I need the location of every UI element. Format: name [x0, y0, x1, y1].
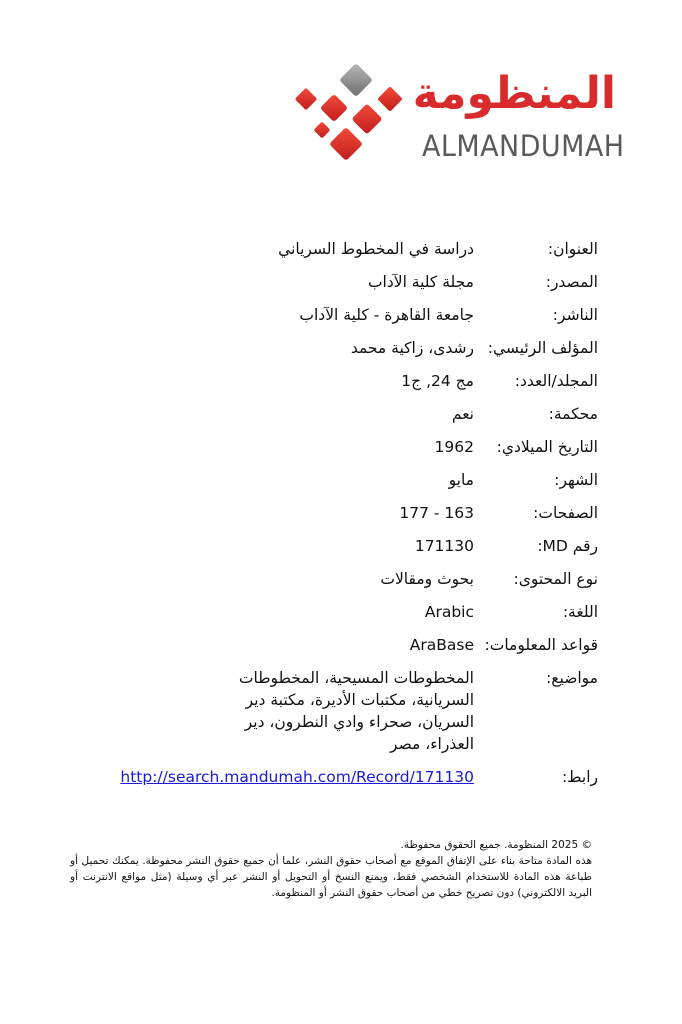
logo-latin-name: ALMANDUMAH — [422, 129, 625, 163]
record-row-databases — [78, 634, 598, 656]
diamond-tiles-logo-icon — [292, 62, 412, 172]
record-row-volume-issue — [78, 370, 598, 392]
source-value: مجلة كلية الآداب — [367, 273, 474, 291]
copyright-notice: هذه المادة متاحة بناء على الإتفاق الموقع مع أصحاب حقوق النشر، علما أن جميع حقوق النشر محفوظة. يمكنك تحميل أو طباعة هذه المادة للاستخدام الشخصي فقط، ويمنع النسخ أو التحويل أو النشر عبر أي وسيلة (مثل مواقع الانترنت أو البريد الالكتروني) دون تصريح خطي من أصحاب حقوق النشر أو المنظومة. — [70, 855, 592, 899]
content-type-label: نوع المحتوى: — [513, 570, 598, 588]
almandumah-logo — [292, 62, 625, 172]
record-metadata — [78, 238, 598, 799]
record-row-peer-reviewed — [78, 403, 598, 425]
pages-value: 163 - 177 — [399, 504, 474, 522]
peer-reviewed-value: نعم — [451, 405, 474, 423]
record-link[interactable]: http://search.mandumah.com/Record/171130 — [120, 768, 474, 786]
record-row-year — [78, 436, 598, 458]
subjects-label: مواضيع: — [546, 669, 598, 687]
month-value: مايو — [448, 471, 474, 489]
record-row-content-type — [78, 568, 598, 590]
databases-label: قواعد المعلومات: — [484, 636, 598, 654]
source-label: المصدر: — [545, 273, 598, 291]
month-label: الشهر: — [554, 471, 598, 489]
peer-reviewed-label: محكمة: — [548, 405, 598, 423]
volume-issue-value: مج 24, ج1 — [401, 372, 474, 390]
record-row-md-number — [78, 535, 598, 557]
md-number-label: رقم MD: — [537, 537, 598, 555]
record-row-main-author — [78, 337, 598, 359]
link-label: رابط: — [561, 768, 598, 786]
record-row-title — [78, 238, 598, 260]
copyright-line: © 2025 المنظومة. جميع الحقوق محفوظة. — [400, 839, 592, 851]
databases-value: AraBase — [409, 636, 474, 654]
year-label: التاريخ الميلادي: — [496, 438, 598, 456]
link-value-container — [78, 766, 474, 788]
record-row-publisher — [78, 304, 598, 326]
pages-label: الصفحات: — [533, 504, 598, 522]
volume-issue-label: المجلد/العدد: — [514, 372, 598, 390]
language-value: Arabic — [424, 603, 474, 621]
title-value: دراسة في المخطوط السرياني — [278, 240, 474, 258]
title-label: العنوان: — [547, 240, 598, 258]
logo-arabic-name: المنظومة — [412, 68, 616, 119]
content-type-value: بحوث ومقالات — [380, 570, 474, 588]
language-label: اللغة: — [562, 603, 598, 621]
copyright-footer — [70, 837, 592, 901]
subjects-value: المخطوطات المسيحية، المخطوطات السريانية، مكتبات الأديرة، مكتبة دير السريان، صحراء وادي النطرون، دير العذراء، مصر — [238, 669, 474, 753]
record-row-language — [78, 601, 598, 623]
record-row-link — [78, 766, 598, 788]
record-row-source — [78, 271, 598, 293]
year-value: 1962 — [434, 438, 474, 456]
md-number-value: 171130 — [414, 537, 474, 555]
record-row-month — [78, 469, 598, 491]
record-row-pages — [78, 502, 598, 524]
main-author-value: رشدى، زاكية محمد — [350, 339, 474, 357]
main-author-label: المؤلف الرئيسي: — [487, 339, 598, 357]
publisher-value: جامعة القاهرة - كلية الآداب — [299, 306, 474, 324]
publisher-label: الناشر: — [552, 306, 598, 324]
record-row-subjects — [78, 667, 598, 755]
